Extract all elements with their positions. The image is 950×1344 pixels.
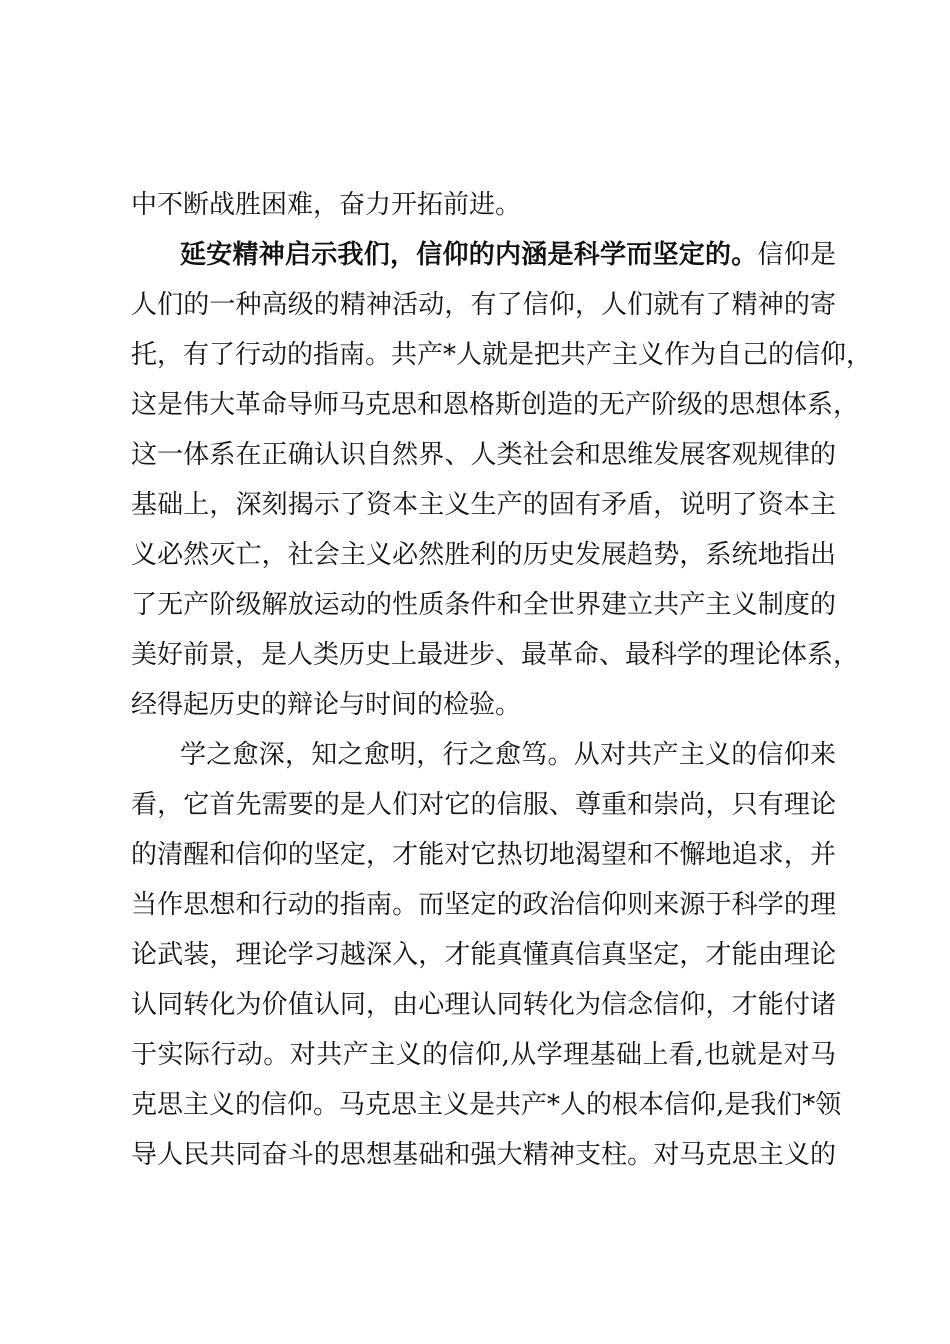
paragraph-line: 经得起历史的辩论与时间的检验。	[131, 690, 522, 720]
paragraph-line: 基础上，深刻揭示了资本主义生产的固有矛盾，说明了资本主	[131, 490, 836, 520]
paragraph-line: 看，它首先需要的是人们对它的信服、尊重和崇尚，只有理论	[131, 790, 836, 820]
paragraph-line: 美好前景，是人类历史上最进步、最革命、最科学的理论体系，	[131, 640, 860, 670]
paragraph-line: 这一体系在正确认识自然界、人类社会和思维发展客观规律的	[131, 440, 836, 470]
paragraph-lead-line	[180, 233, 836, 277]
paragraph-line: 导人民共同奋斗的思想基础和强大精神支柱。对马克思主义的	[131, 1140, 836, 1170]
paragraph-lead-line: 学之愈深，知之愈明，行之愈笃。从对共产主义的信仰来	[180, 740, 836, 770]
paragraph-line: 于实际行动。对共产主义的信仰,从学理基础上看,也就是对马	[131, 1040, 836, 1070]
paragraph-line: 论武装，理论学习越深入，才能真懂真信真坚定，才能由理论	[131, 940, 836, 970]
bold-lead-sentence: 延安精神启示我们，信仰的内涵是科学而坚定的。	[180, 240, 758, 270]
paragraph-line: 克思主义的信仰。马克思主义是共产*人的根本信仰,是我们*领	[131, 1090, 842, 1120]
paragraph-line: 了无产阶级解放运动的性质条件和全世界建立共产主义制度的	[131, 590, 836, 620]
paragraph-line: 中不断战胜困难，奋力开拓前进。	[131, 190, 522, 220]
paragraph-line: 人们的一种高级的精神活动，有了信仰，人们就有了精神的寄	[131, 290, 836, 320]
paragraph-line: 认同转化为价值认同，由心理认同转化为信念信仰，才能付诸	[131, 990, 836, 1020]
paragraph-line: 的清醒和信仰的坚定，才能对它热切地渴望和不懈地追求，并	[131, 840, 836, 870]
paragraph-line: 当作思想和行动的指南。而坚定的政治信仰则来源于科学的理	[131, 890, 836, 920]
paragraph-line: 这是伟大革命导师马克思和恩格斯创造的无产阶级的思想体系，	[131, 390, 860, 420]
paragraph-line: 义必然灭亡，社会主义必然胜利的历史发展趋势，系统地指出	[131, 540, 836, 570]
paragraph-line: 托，有了行动的指南。共产*人就是把共产主义作为自己的信仰，	[131, 340, 873, 370]
lead-continuation: 信仰是	[757, 240, 836, 270]
